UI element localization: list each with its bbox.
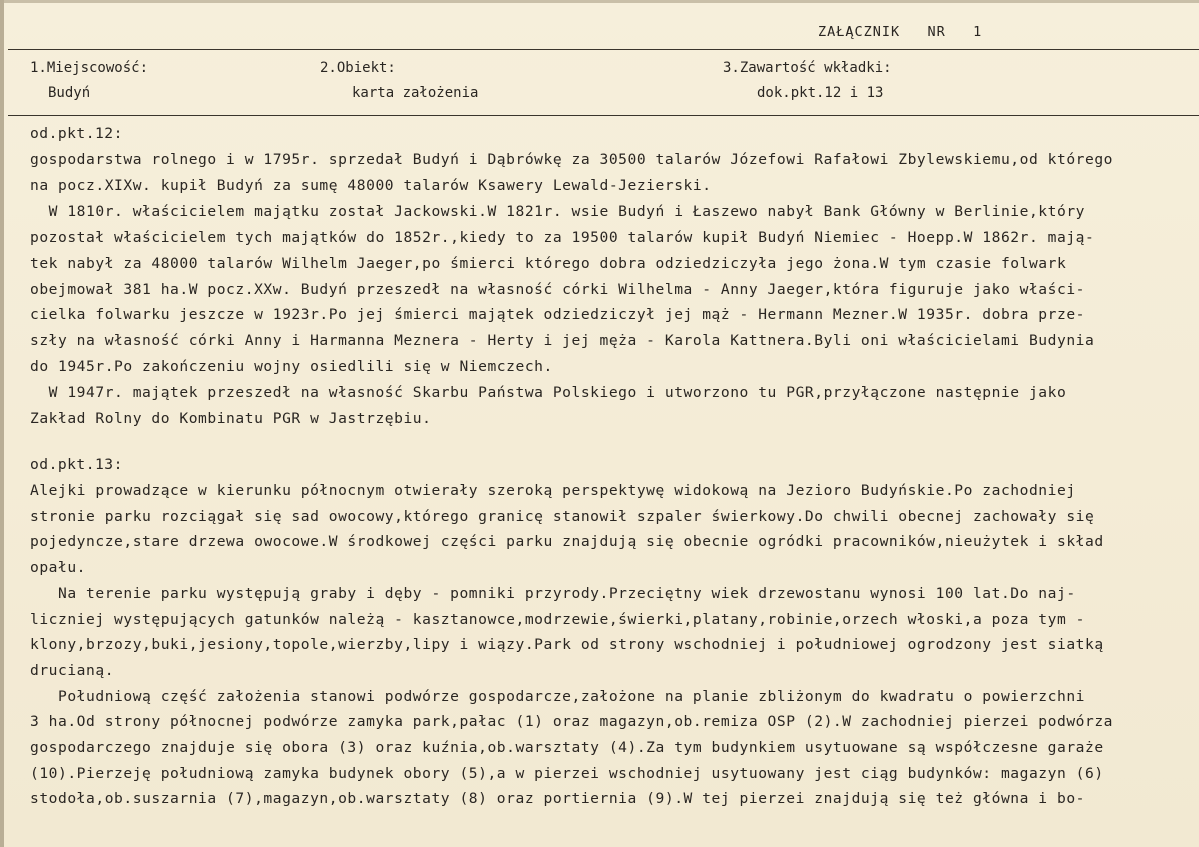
object-value: karta założenia [352, 85, 479, 101]
section-12-label: od.pkt.12: [30, 125, 123, 142]
text-line: 3 ha.Od strony północnej podwórze zamyka park,pałac (1) oraz magazyn,ob.remiza OSP (2).W zachodniej pierzei podwórza [30, 713, 1113, 731]
text-line: na pocz.XIXw. kupił Budyń za sumę 48000 talarów Ksawery Lewald-Jezierski. [30, 176, 712, 194]
attachment-number: ZAŁĄCZNIK NR 1 [818, 24, 983, 40]
text-line: stodoła,ob.suszarnia (7),magazyn,ob.warsztaty (8) oraz portiernia (9).W tej pierzei znajdują się też główna i bo- [30, 790, 1085, 808]
object-label: 2.Obiekt: [320, 60, 396, 76]
text-line: Zakład Rolny do Kombinatu PGR w Jastrzębiu. [30, 410, 432, 427]
text-line: pozostał właścicielem tych majątków do 1852r.,kiedy to za 19500 talarów kupił Budyń Niemiec - Hoepp.W 1862r. mają- [30, 228, 1095, 246]
section-13-label: od.pkt.13: [30, 456, 123, 473]
text-line: cielka folwarku jeszcze w 1923r.Po jej śmierci majątek odziedziczył jej mąż - Hermann Mezner.W 1935r. dobra prze- [30, 306, 1085, 324]
page-edge-top [0, 0, 1199, 3]
text-line: drucianą. [30, 661, 115, 679]
text-line: tek nabył za 48000 talarów Wilhelm Jaeger,po śmierci którego dobra odziedziczyła jego żona.W tym czasie folwark [30, 254, 1067, 272]
text-line: klony,brzozy,buki,jesiony,topole,wierzby,lipy i wiązy.Park od strony wschodniej i południowej ogrodzony jest siatką [30, 636, 1104, 654]
text-line: gospodarczego znajduje się obora (3) oraz kuźnia,ob.warsztaty (4).Za tym budynkiem usytuowane są współczesne garaże [30, 739, 1104, 756]
text-line: liczniej występujących gatunków należą - kasztanowce,modrzewie,świerki,platany,robinie,orzech włoski,a poza tym - [30, 610, 1085, 628]
text-line: pojedyncze,stare drzewa owocowe.W środkowej części parku znajdują się obecnie ogródki pracowników,nieużytek i skład [30, 533, 1104, 551]
text-line: obejmował 381 ha.W pocz.XXw. Budyń przeszedł na własność córki Wilhelma - Anny Jaeger,która figuruje jako właści- [30, 280, 1085, 298]
text-line: Alejki prowadzące w kierunku północnym otwierały szeroką perspektywę widokową na Jezioro Budyńskie.Po zachodniej [30, 482, 1076, 499]
text-line: opału. [30, 559, 87, 577]
content-label: 3.Zawartość wkładki: [723, 60, 892, 76]
content-value: dok.pkt.12 i 13 [757, 85, 884, 101]
text-line: (10).Pierzeję południową zamyka budynek obory (5),a w pierzei wschodniej usytuowany jest ciąg budynków: magazyn (6) [30, 764, 1104, 782]
header-divider [8, 49, 1199, 50]
text-line: W 1810r. właścicielem majątku został Jackowski.W 1821r. wsie Budyń i Łaszewo nabył Bank Główny w Berlinie,który [30, 202, 1085, 220]
text-line: W 1947r. majątek przeszedł na własność Skarbu Państwa Polskiego i utworzono tu PGR,przyłączone następnie jako [30, 384, 1067, 402]
text-line: Na terenie parku występują graby i dęby - pomniki przyrody.Przeciętny wiek drzewostanu wynosi 100 lat.Do naj- [30, 584, 1076, 602]
page-edge-left [0, 0, 4, 847]
location-value: Budyń [48, 85, 91, 101]
text-line: gospodarstwa rolnego i w 1795r. sprzedał Budyń i Dąbrówkę za 30500 talarów Józefowi Rafałowi Zbylewskiemu,od którego [30, 151, 1113, 168]
text-line: szły na własność córki Anny i Harmanna Meznera - Herty i jej męża - Karola Kattnera.Byli oni właścicielami Budynia [30, 332, 1095, 350]
text-line: do 1945r.Po zakończeniu wojny osiedlili się w Niemczech. [30, 358, 553, 376]
text-line: stronie parku rozciągał się sad owocowy,którego granicę stanowił szpaler świerkowy.Do chwili obecnej zachowały się [30, 507, 1095, 525]
text-line: Południową część założenia stanowi podwórze gospodarcze,założone na planie zbliżonym do kwadratu o powierzchni [30, 687, 1085, 705]
fields-divider [8, 115, 1199, 116]
location-label: 1.Miejscowość: [30, 60, 149, 76]
